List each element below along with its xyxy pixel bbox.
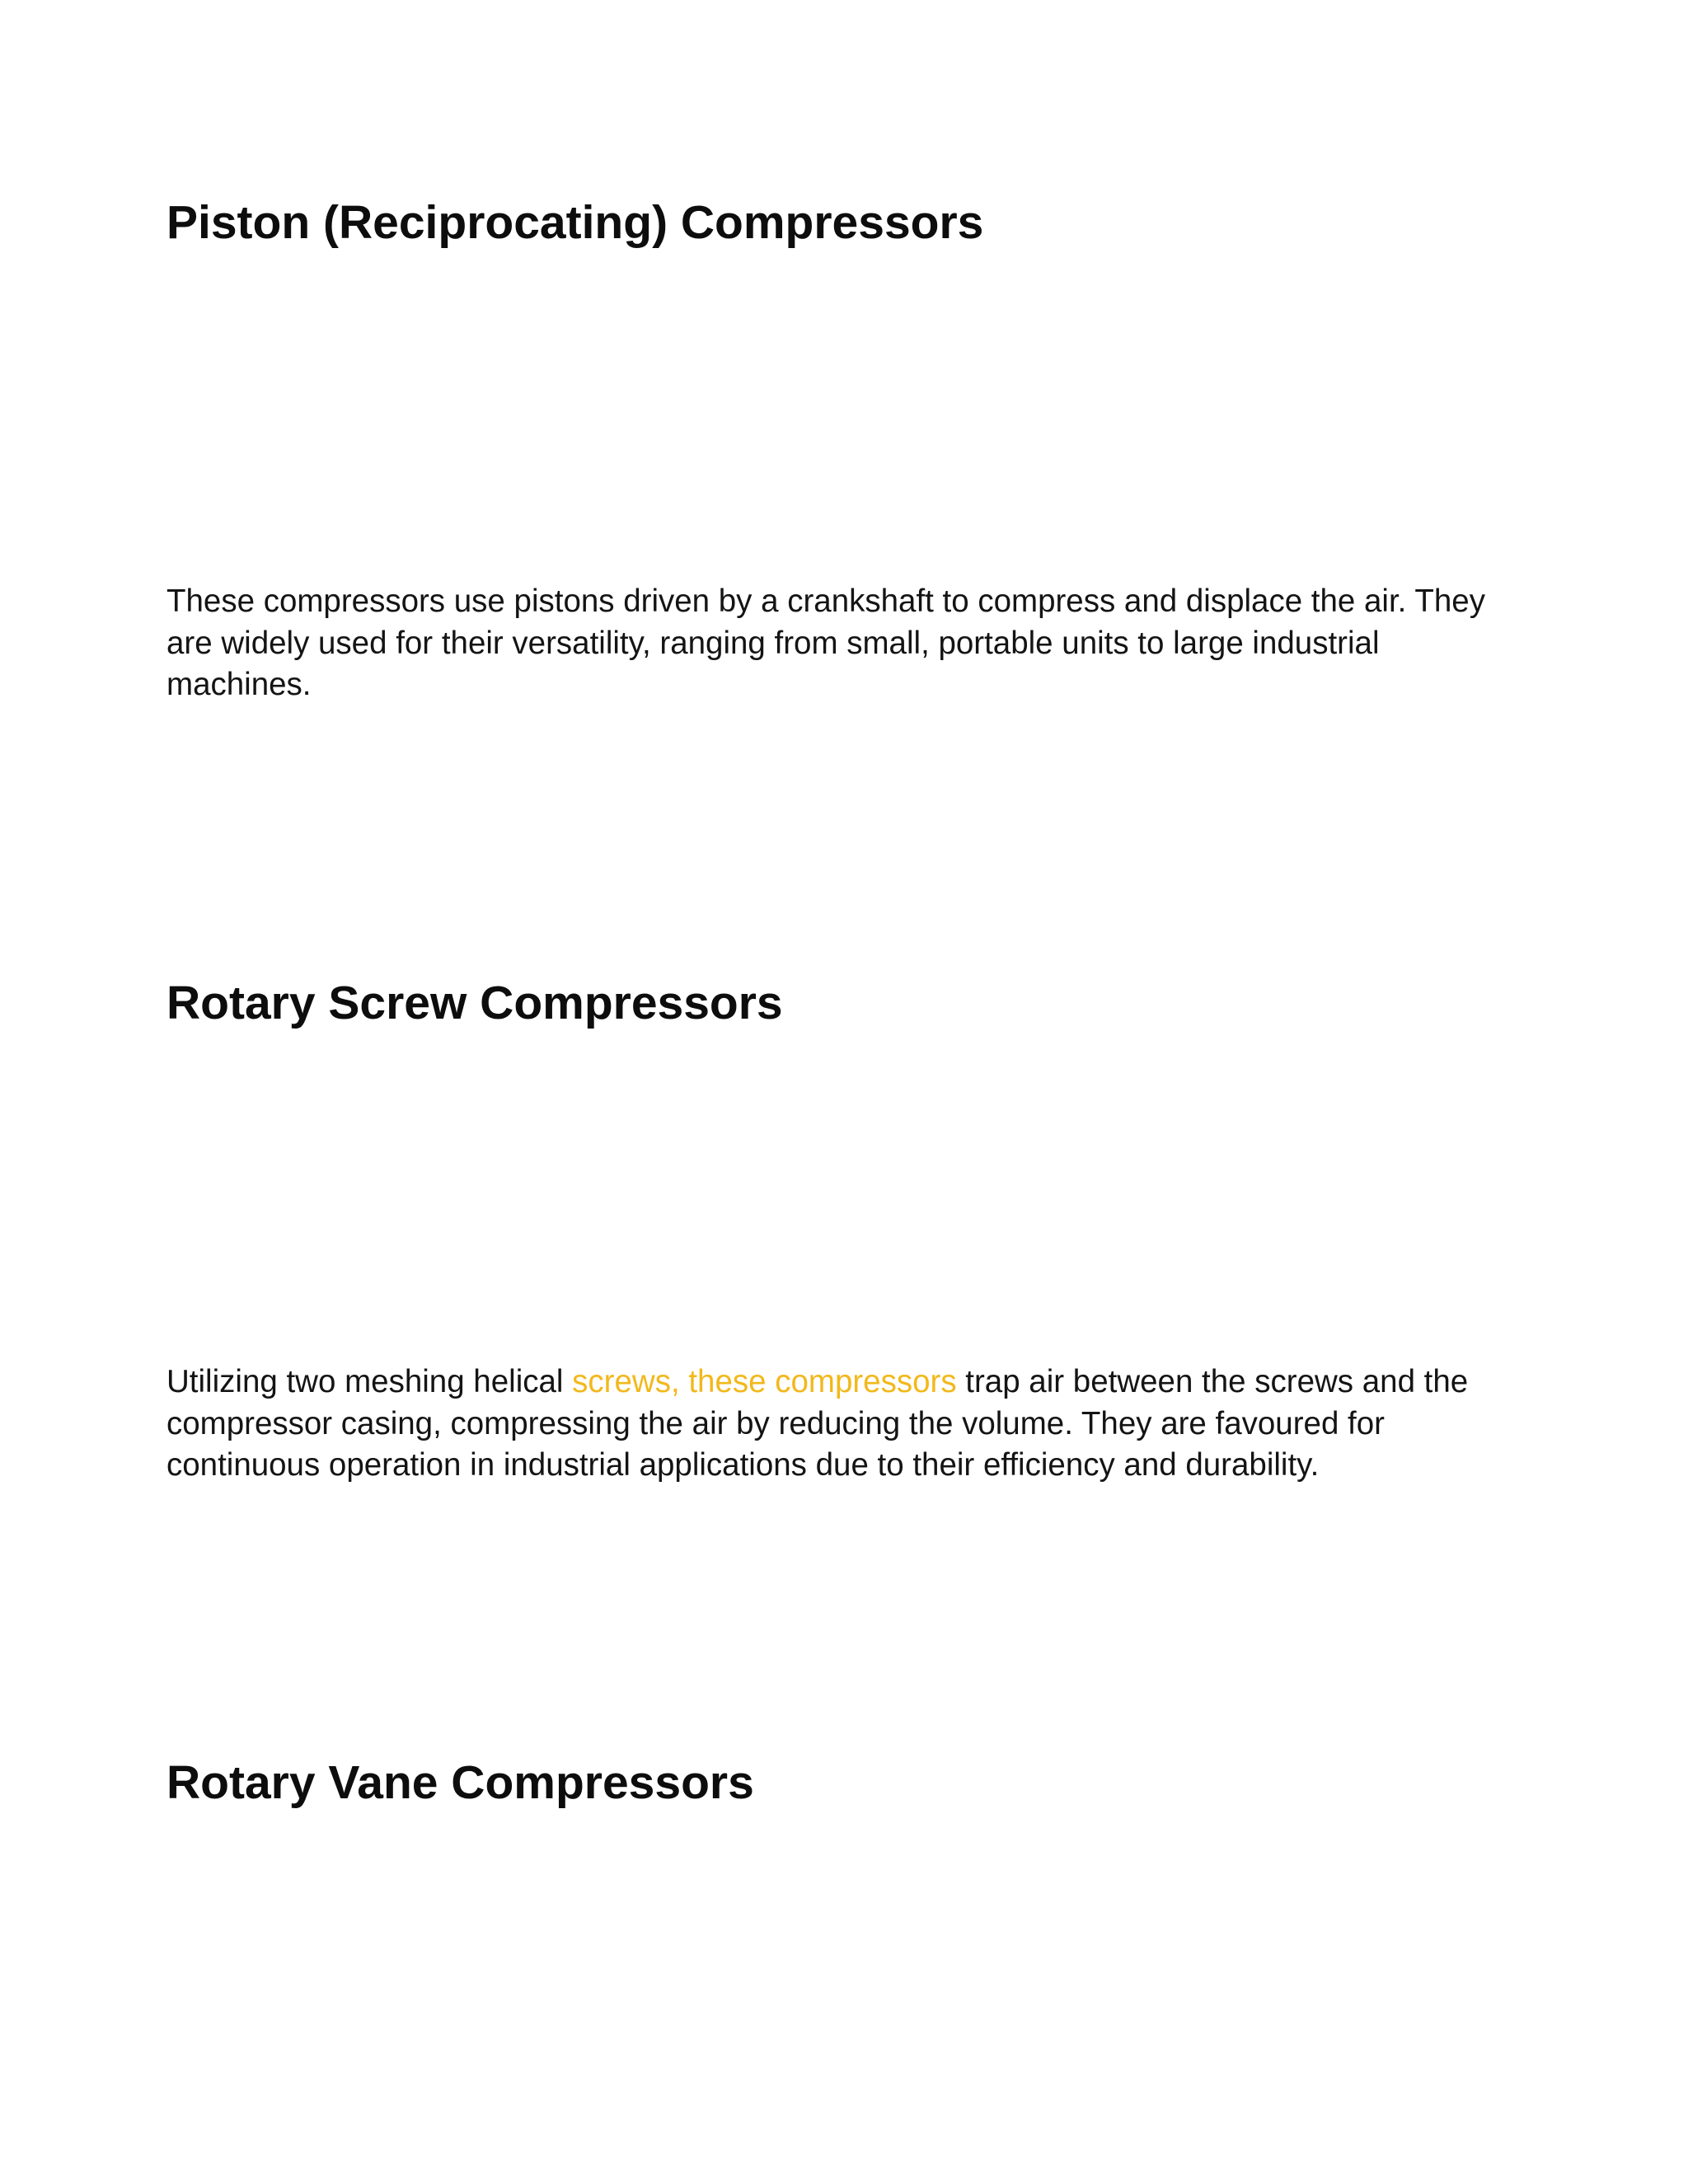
- section-heading-piston-compressors: Piston (Reciprocating) Compressors: [166, 196, 984, 249]
- section-paragraph-rotary-screw-compressors: [166, 1361, 1518, 1487]
- paragraph-text-after-link: trap air between the screws and the compressor casing, compressing the air by reducing the volume. They are favoured for continuous operation in industrial applications due to their efficiency and durability.: [166, 1364, 1469, 1483]
- section-heading-rotary-screw-compressors: Rotary Screw Compressors: [166, 977, 783, 1029]
- section-paragraph-piston-compressors: These compressors use pistons driven by a crankshaft to compress and displace the air. They are widely used for their versatility, ranging from small, portable units to large industrial machines.: [166, 583, 1485, 702]
- paragraph-text-before-link: Utilizing two meshing helical: [166, 1364, 573, 1399]
- section-heading-rotary-vane-compressors: Rotary Vane Compressors: [166, 1756, 754, 1809]
- screws-compressors-link[interactable]: screws, these compressors: [572, 1364, 957, 1399]
